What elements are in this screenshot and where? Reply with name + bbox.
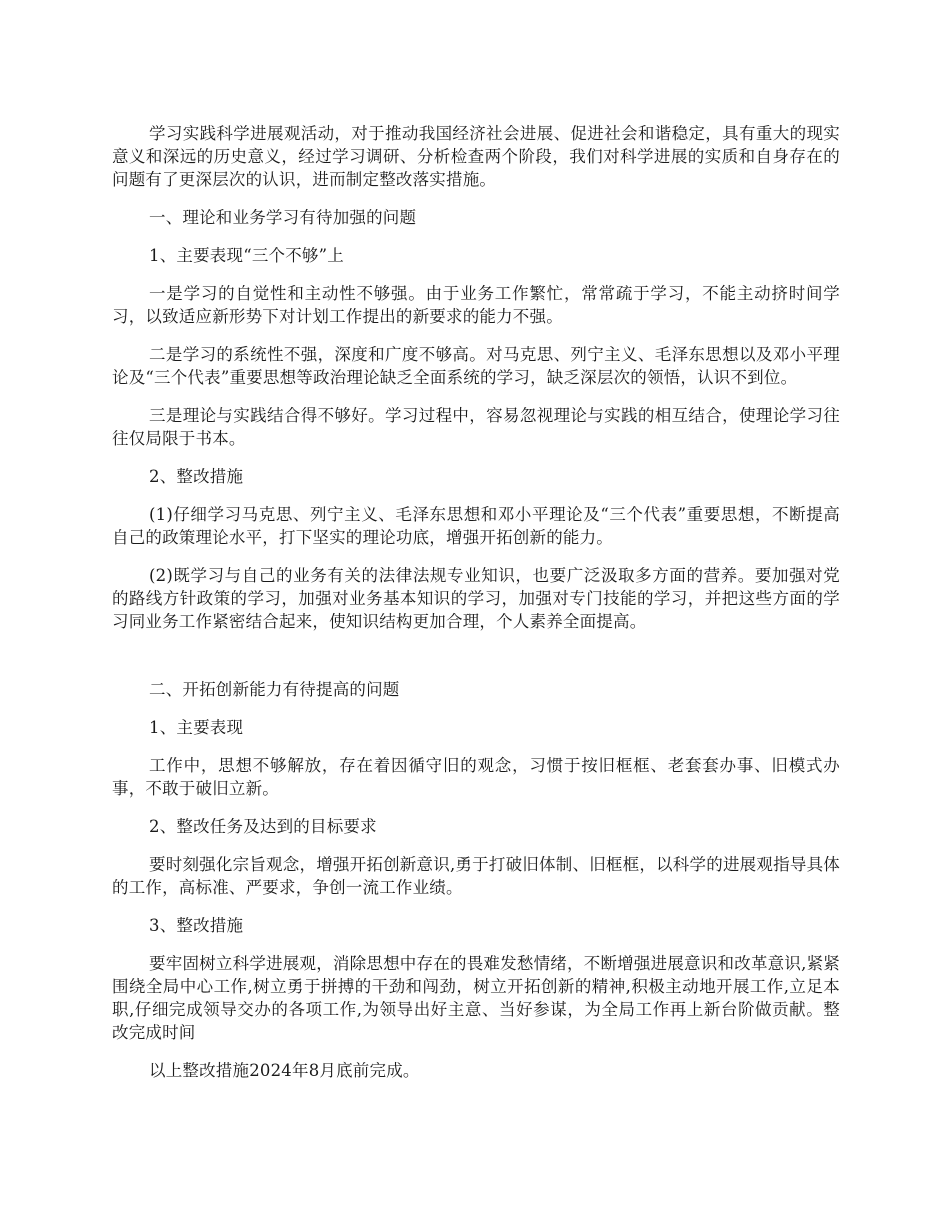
subheading-main-manifestation-2: 1、主要表现 — [149, 718, 244, 737]
heading-section-two: 二、开拓创新能力有待提高的问题 — [149, 680, 400, 699]
heading-section-one: 一、理论和业务学习有待加强的问题 — [149, 208, 417, 227]
subheading-rectification-measures-2: 3、整改措施 — [149, 916, 244, 935]
document-page — [112, 122, 840, 1097]
paragraph-point-one: 一是学习的自觉性和主动性不够强。由于业务工作繁忙，常常疏于学习，不能主动挤时间学习，以致适应新形势下对计划工作提出的新要求的能力不强。 — [112, 284, 840, 326]
subheading-rectification-goals: 2、整改任务及达到的目标要求 — [149, 817, 377, 836]
subheading-rectification-measures: 2、整改措施 — [149, 467, 244, 486]
paragraph-point-two: 二是学习的系统性不强，深度和广度不够高。对马克思、列宁主义、毛泽东思想以及邓小平理论及“三个代表”重要思想等政治理论缺乏全面系统的学习，缺乏深层次的领悟，认识不到位。 — [112, 345, 840, 387]
paragraph-point-three: 三是理论与实践结合得不够好。学习过程中，容易忽视理论与实践的相互结合，使理论学习往往仅局限于书本。 — [112, 406, 840, 448]
paragraph-completion-date: 以上整改措施2024年8月底前完成。 — [149, 1061, 420, 1080]
intro-paragraph: 学习实践科学进展观活动，对于推动我国经济社会进展、促进社会和谐稳定，具有重大的现实意义和深远的历史意义，经过学习调研、分析检查两个阶段，我们对科学进展的实质和自身存在的问题有了更深层次的认识，进而制定整改落实措施。 — [112, 124, 840, 189]
section-spacer — [112, 648, 840, 678]
paragraph-goals: 要时刻强化宗旨观念，增强开拓创新意识,勇于打破旧体制、旧框框，以科学的进展观指导具体的工作，高标准、严要求，争创一流工作业绩。 — [112, 855, 840, 897]
paragraph-measure-one: (1)仔细学习马克思、列宁主义、毛泽东思想和邓小平理论及“三个代表”重要思想，不断提高自己的政策理论水平，打下坚实的理论功底，增强开拓创新的能力。 — [112, 505, 840, 547]
subheading-main-manifestation: 1、主要表现“三个不够”上 — [149, 246, 344, 265]
paragraph-work-issues: 工作中，思想不够解放，存在着因循守旧的观念，习惯于按旧框框、老套套办事、旧模式办事，不敢于破旧立新。 — [112, 756, 840, 798]
paragraph-measure-two: (2)既学习与自己的业务有关的法律法规专业知识，也要广泛汲取多方面的营养。要加强对党的路线方针政策的学习，加强对业务基本知识的学习，加强对专门技能的学习，并把这些方面的学习同业务工作紧密结合起来，使知识结构更加合理，个人素养全面提高。 — [112, 566, 840, 631]
paragraph-measures-detail: 要牢固树立科学进展观，消除思想中存在的畏难发愁情绪，不断增强进展意识和改革意识,紧紧围绕全局中心工作,树立勇于拼搏的干劲和闯劲，树立开拓创新的精神,积极主动地开展工作,立足本职,仔细完成领导交办的各项工作,为领导出好主意、当好参谋，为全局工作再上新台阶做贡献。整改完成时间 — [112, 954, 840, 1042]
